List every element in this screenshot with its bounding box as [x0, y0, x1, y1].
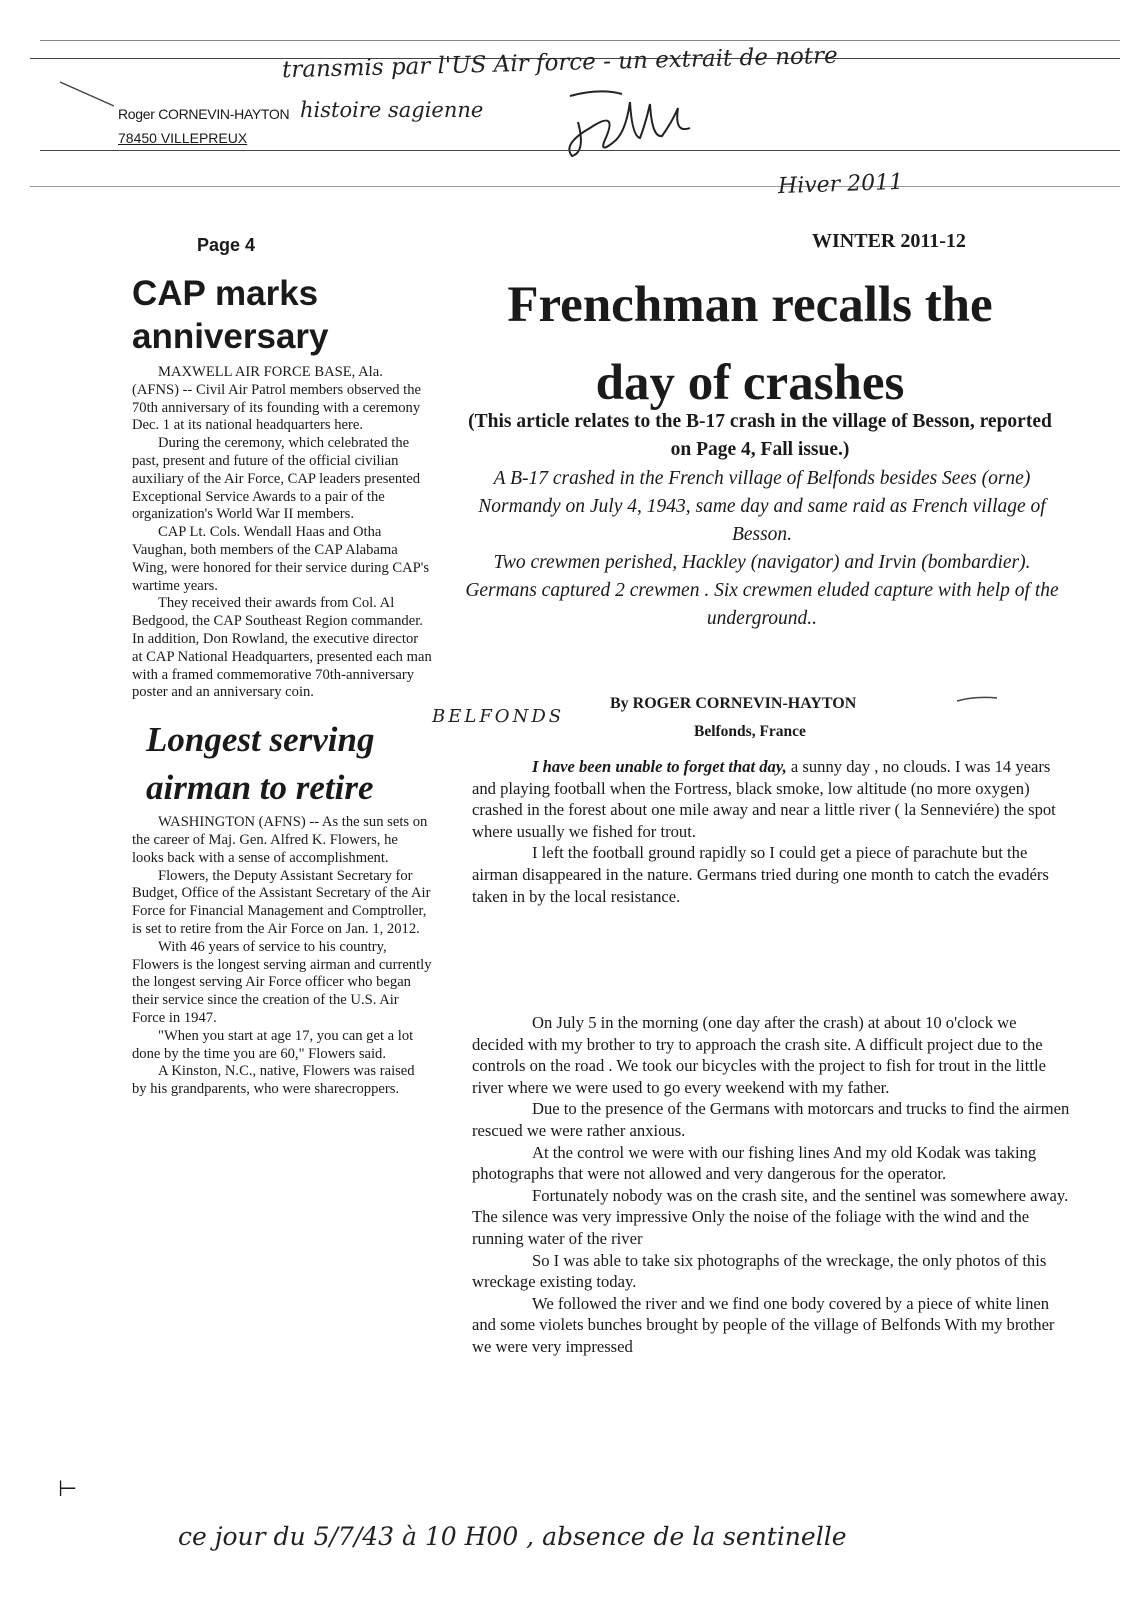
summary-line: A B-17 crashed in the French village of Belfonds besides Sees (orne) Normandy on July 4, 1943, same day and same raid as French village of Besson. [478, 468, 1046, 545]
handwritten-note-top: transmis par l'US Air force - un extrait de notre [281, 42, 839, 84]
airman-article [132, 716, 432, 1099]
cap-article-paragraph: During the ceremony, which celebrated the past, present and future of the official civilian auxiliary of the Air Force, CAP leaders presented Exceptional Service Awards to a pair of the organization's World War II members. [132, 435, 421, 523]
cap-article-title: CAP marks anniversary [132, 274, 329, 356]
article-paragraph [472, 756, 1072, 842]
article-body-lower [472, 1012, 1072, 1358]
article-paragraph: At the control we were with our fishing lines And my old Kodak was taking photographs that were not allowed and very dangerous for the operator. [472, 1142, 1037, 1184]
cap-article-paragraph: CAP Lt. Cols. Wendall Haas and Otha Vaughan, both members of the CAP Alabama Wing, were honored for their service during CAP's wartime years. [132, 524, 430, 594]
handwritten-bottom-note: ce jour du 5/7/43 à 10 H00 , absence de la sentinelle [178, 1522, 847, 1551]
article-paragraph: We followed the river and we find one body covered by a piece of white linen and some violets bunches brought by people of the village of Belfonds With my brother we were very impressed [472, 1293, 1055, 1356]
left-column [132, 272, 432, 1099]
summary-line: Germans captured 2 crewmen . Six crewmen eluded capture with help of the underground.. [465, 580, 1059, 629]
article-body-upper [472, 756, 1072, 907]
sender-city: 78450 VILLEPREUX [118, 130, 248, 146]
top-edge-line [40, 40, 1120, 41]
airman-article-paragraph: Flowers, the Deputy Assistant Secretary for Budget, Office of the Assistant Secretary of the Air Force for Financial Management and Comptroller, is set to retire from the Air Force on Jan. 1, 2012. [132, 867, 431, 937]
lead-phrase: I have been unable to forget that day, [532, 757, 787, 776]
byline: By ROGER CORNEVIN-HAYTON [610, 695, 857, 712]
airman-article-paragraph: WASHINGTON (AFNS) -- As the sun sets on the career of Maj. Gen. Alfred K. Flowers, he looks back with a sense of accomplishment. [132, 814, 428, 866]
page-number: Page 4 [197, 235, 256, 255]
header-shadow-rule [30, 186, 1120, 187]
article-summary [452, 465, 1072, 633]
cap-article-paragraph: MAXWELL AIR FORCE BASE, Ala. (AFNS) -- Civil Air Patrol members observed the 70th anniversary of its founding with a ceremony Dec. 1 at its national headquarters here. [132, 364, 421, 434]
cap-article [132, 272, 432, 702]
article-paragraph: Fortunately nobody was on the crash site, and the sentinel was somewhere away. The silence was very impressive Only the noise of the foliage with the wind and the running water of the river [472, 1185, 1069, 1248]
sender-name: Roger CORNEVIN-HAYTON [118, 106, 290, 122]
pencil-stroke-mark [58, 80, 118, 110]
article-paragraph: On July 5 in the morning (one day after the crash) at about 10 o'clock we decided with my brother to try to approach the crash site. A difficult project due to the controls on the road . We took our bicycles with the project to fish for trout in the little river where we were used to go every weekend with my father. [472, 1013, 1046, 1097]
dateline: Belfonds, France [694, 723, 806, 740]
main-headline: Frenchman recalls the day of crashes [507, 277, 993, 411]
editor-note: (This article relates to the B-17 crash in the village of Besson, reported on Page 4, Fall issue.) [468, 411, 1052, 460]
issue-label: WINTER 2011-12 [812, 230, 966, 252]
airman-article-paragraph: "When you start at age 17, you can get a lot done by the time you are 60," Flowers said. [132, 1027, 414, 1062]
article-paragraph: I left the football ground rapidly so I could get a piece of parachute but the airman disappeared in the nature. Germans tried during one month to catch the evadérs taken in by the local resistance. [472, 843, 1049, 906]
handwritten-note-second: histoire sagienne [300, 98, 484, 122]
article-paragraph: So I was able to take six photographs of the wreckage, the only photos of this wreckage existing today. [472, 1250, 1047, 1292]
cap-article-paragraph: They received their awards from Col. Al Bedgood, the CAP Southeast Region commander. In addition, Don Rowland, the executive director at CAP National Headquarters, presented each man with a framed commemorative 70th-anniversary poster and an anniversary coin. [132, 595, 432, 701]
handwritten-belfonds: BELFONDS [432, 706, 565, 727]
airman-article-paragraph: A Kinston, N.C., native, Flowers was raised by his grandparents, who were sharecroppers. [132, 1063, 415, 1098]
handwritten-season-note: Hiver 2011 [777, 169, 904, 200]
lead-paragraph-rest: a sunny day , no clouds. I was 14 years and playing football when the Fortress, black smoke, low altitude (no more oxygen) crashed in the forest about one mile away and near a little river ( la Senneviére) the spot where usually we fished for trout. [472, 757, 1056, 841]
summary-line: Two crewmen perished, Hackley (navigator) and Irvin (bombardier). [493, 552, 1031, 573]
pen-dash-mark [955, 692, 1000, 706]
airman-article-title: Longest serving airman to retire [146, 720, 375, 808]
header-bottom-rule [40, 150, 1120, 151]
airman-article-paragraph: With 46 years of service to his country, Flowers is the longest serving airman and currently the longest serving Air Force officer who began their service since the creation of the U.S. Air Force in 1947. [132, 938, 432, 1026]
article-paragraph: Due to the presence of the Germans with motorcars and trucks to find the airmen rescued we were rather anxious. [472, 1099, 1070, 1140]
margin-mark: ⊢ [58, 1476, 78, 1501]
